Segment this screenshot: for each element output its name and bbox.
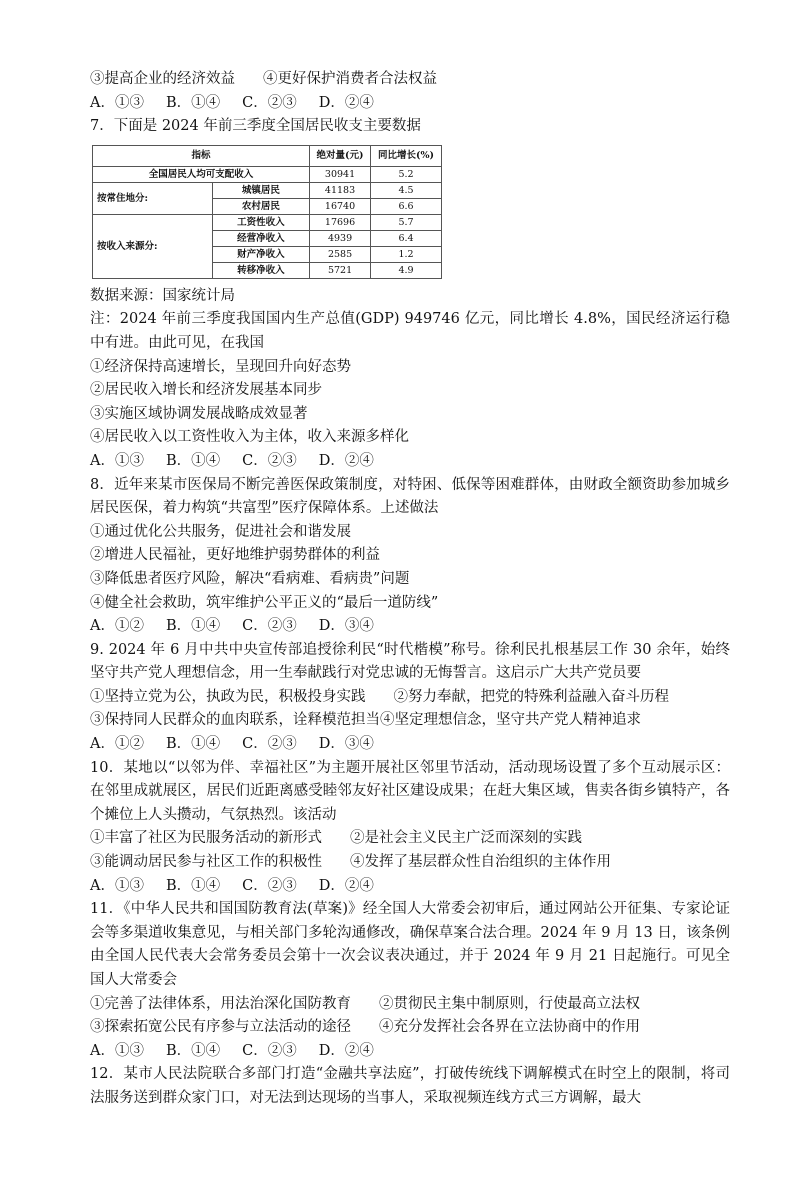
q8-statement-2: ②增进人民福祉，更好地维护弱势群体的利益 [90, 547, 380, 564]
q8-choice-d[interactable]: D．③④ [318, 618, 374, 635]
q7-note: 注：2024 年前三季度我国国内生产总值(GDP) 949746 亿元，同比增长 4.8%，国民经济运行稳中有进。由此可见，在我国 [90, 311, 730, 351]
q11-options-line-2 [90, 1016, 730, 1040]
q6-choice-d[interactable]: D．②④ [318, 94, 374, 111]
q9-option-2: ②努力奉献，把党的特殊利益融入奋斗历程 [393, 688, 669, 705]
q6-choices [90, 92, 730, 116]
row-growth: 4.5 [371, 182, 442, 198]
row-name: 财产净收入 [212, 246, 309, 262]
q7-choice-b[interactable]: B．①④ [165, 452, 221, 469]
q9-option-4: ④坚定理想信念，坚守共产党人精神追求 [380, 712, 641, 729]
q11-option-1: ①完善了法律体系，用法治深化国防教育 [90, 995, 351, 1012]
q9-choice-d[interactable]: D．③④ [318, 736, 374, 753]
q9-choices [90, 733, 730, 757]
q8-stem: 8．近年来某市医保局不断完善医保政策制度，对特困、低保等困难群体，由财政全额资助参加城乡居民医保，着力构筑“共富型”医疗保障体系。上述做法 [90, 476, 730, 517]
total-growth: 5.2 [371, 166, 442, 182]
q6-option-3: ③提高企业的经济效益 [90, 71, 235, 87]
q10-option-3: ③能调动居民参与社区工作的积极性 [90, 854, 322, 871]
q6-choice-a[interactable]: A．①③ [90, 94, 144, 111]
row-value: 17696 [310, 214, 371, 230]
q7-statement-1: ①经济保持高速增长，呈现回升向好态势 [90, 358, 351, 375]
q7-statement-4: ④居民收入以工资性收入为主体，收入来源多样化 [90, 429, 409, 446]
q10-options-line-2 [90, 851, 730, 875]
table-row [93, 214, 442, 230]
q11-option-3: ③探索拓宽公民有序参与立法活动的途径 [90, 1019, 351, 1036]
table-header-row [93, 145, 442, 166]
income-table [92, 145, 442, 279]
q6-choice-c[interactable]: C．②③ [242, 94, 297, 111]
row-growth: 6.6 [371, 198, 442, 214]
q9-stem: 9. 2024 年 6 月中共中央宣传部追授徐利民“时代楷模”称号。徐利民扎根基层工作 30 余年，始终坚守共产党人理想信念，用一生奉献践行对党忠诚的无悔誓言。这启示广大共产党员要 [90, 641, 730, 682]
q11-options-line-1 [90, 993, 730, 1017]
q10-stem: 10．某地以“以邻为伴、幸福社区”为主题开展社区邻里节活动，活动现场设置了多个互动展示区：在邻里成就展区，居民们近距离感受睦邻友好社区建设成果；在赶大集区域，售卖各街乡镇特产，各个摊位上人头攒动，气氛热烈。该活动 [90, 759, 730, 823]
q9-choice-c[interactable]: C．②③ [242, 736, 297, 753]
q9-option-1: ①坚持立党为公，执政为民，积极投身实践 [90, 688, 366, 705]
q10-option-1: ①丰富了社区为民服务活动的新形式 [90, 830, 322, 847]
q11-stem: 11．《中华人民共和国国防教育法(草案)》经全国人大常委会初审后，通过网站公开征集、专家论证会等多渠道收集意见，与相关部门多轮沟通修改，确保草案合法合理。2024 年 9 月 13 日，该条例由全国人民代表大会常务委员会第十一次会议表决通过，并于 2024 年 9 月 21 日起施行。可见全国人大常委会 [90, 901, 730, 988]
header-growth: 同比增长(%) [371, 145, 442, 166]
q10-option-2: ②是社会主义民主广泛而深刻的实践 [350, 830, 582, 847]
q7-choices [90, 450, 730, 474]
q6-options-line [90, 68, 730, 92]
q9-choice-a[interactable]: A．①② [90, 736, 144, 753]
q8-choice-b[interactable]: B．①④ [165, 618, 221, 635]
row-value: 5721 [310, 262, 371, 278]
q8-choice-a[interactable]: A．①② [90, 618, 144, 635]
row-growth: 6.4 [371, 230, 442, 246]
q10-choice-c[interactable]: C．②③ [242, 877, 297, 894]
q11-option-2: ②贯彻民主集中制原则，行使最高立法权 [379, 995, 640, 1012]
q11-choice-c[interactable]: C．②③ [242, 1042, 297, 1059]
row-growth: 1.2 [371, 246, 442, 262]
q7-statement-3: ③实施区域协调发展战略成效显著 [90, 405, 308, 422]
row-name: 农村居民 [212, 198, 309, 214]
q11-choice-d[interactable]: D．②④ [318, 1042, 374, 1059]
header-absolute: 绝对量(元) [310, 145, 371, 166]
table-row [93, 182, 442, 198]
row-value: 2585 [310, 246, 371, 262]
q10-choice-d[interactable]: D．②④ [318, 877, 374, 894]
q9-options-line-1 [90, 686, 730, 710]
q8-statement-1: ①通过优化公共服务，促进社会和谐发展 [90, 523, 351, 540]
q11-choices [90, 1040, 730, 1064]
total-value: 30941 [310, 166, 371, 182]
group1-label: 按常住地分: [93, 182, 213, 214]
q9-choice-b[interactable]: B．①④ [165, 736, 221, 753]
q7-stem: 7．下面是 2024 年前三季度全国居民收支主要数据 [90, 118, 421, 135]
q10-options-line-1 [90, 827, 730, 851]
row-value: 41183 [310, 182, 371, 198]
table-row [93, 166, 442, 182]
total-label: 全国居民人均可支配收入 [93, 166, 310, 182]
q9-option-3: ③保持同人民群众的血肉联系，诠释模范担当 [90, 712, 380, 729]
q10-choices [90, 875, 730, 899]
row-name: 经营净收入 [212, 230, 309, 246]
q11-choice-b[interactable]: B．①④ [165, 1042, 221, 1059]
q10-choice-b[interactable]: B．①④ [165, 877, 221, 894]
q10-option-4: ④发挥了基层群众性自治组织的主体作用 [350, 854, 611, 871]
q8-statement-4: ④健全社会救助，筑牢维护公平正义的“最后一道防线” [90, 594, 439, 611]
header-indicator: 指标 [93, 145, 310, 166]
group2-label: 按收入来源分: [93, 214, 213, 278]
q6-option-4: ④更好保护消费者合法权益 [263, 71, 437, 87]
row-value: 4939 [310, 230, 371, 246]
q8-choices [90, 615, 730, 639]
row-name: 转移净收入 [212, 262, 309, 278]
exam-page [90, 68, 730, 1111]
row-name: 城镇居民 [212, 182, 309, 198]
q7-source: 数据来源：国家统计局 [90, 287, 235, 304]
q7-choice-c[interactable]: C．②③ [242, 452, 297, 469]
q12-stem: 12．某市人民法院联合多部门打造“金融共享法庭”，打破传统线下调解模式在时空上的限制，将司法服务送到群众家门口，对无法到达现场的当事人，采取视频连线方式三方调解，最大 [90, 1066, 730, 1106]
q8-statement-3: ③降低患者医疗风险，解决“看病难、看病贵”问题 [90, 570, 410, 587]
q7-choice-a[interactable]: A．①③ [90, 452, 144, 469]
q11-choice-a[interactable]: A．①③ [90, 1042, 144, 1059]
row-growth: 4.9 [371, 262, 442, 278]
q9-options-line-2 [90, 709, 730, 733]
q10-choice-a[interactable]: A．①③ [90, 877, 144, 894]
row-growth: 5.7 [371, 214, 442, 230]
row-name: 工资性收入 [212, 214, 309, 230]
q7-statement-2: ②居民收入增长和经济发展基本同步 [90, 382, 322, 399]
q6-choice-b[interactable]: B．①④ [165, 94, 221, 111]
q11-option-4: ④充分发挥社会各界在立法协商中的作用 [379, 1019, 640, 1036]
row-value: 16740 [310, 198, 371, 214]
q7-choice-d[interactable]: D．②④ [318, 452, 374, 469]
q8-choice-c[interactable]: C．②③ [242, 618, 297, 635]
